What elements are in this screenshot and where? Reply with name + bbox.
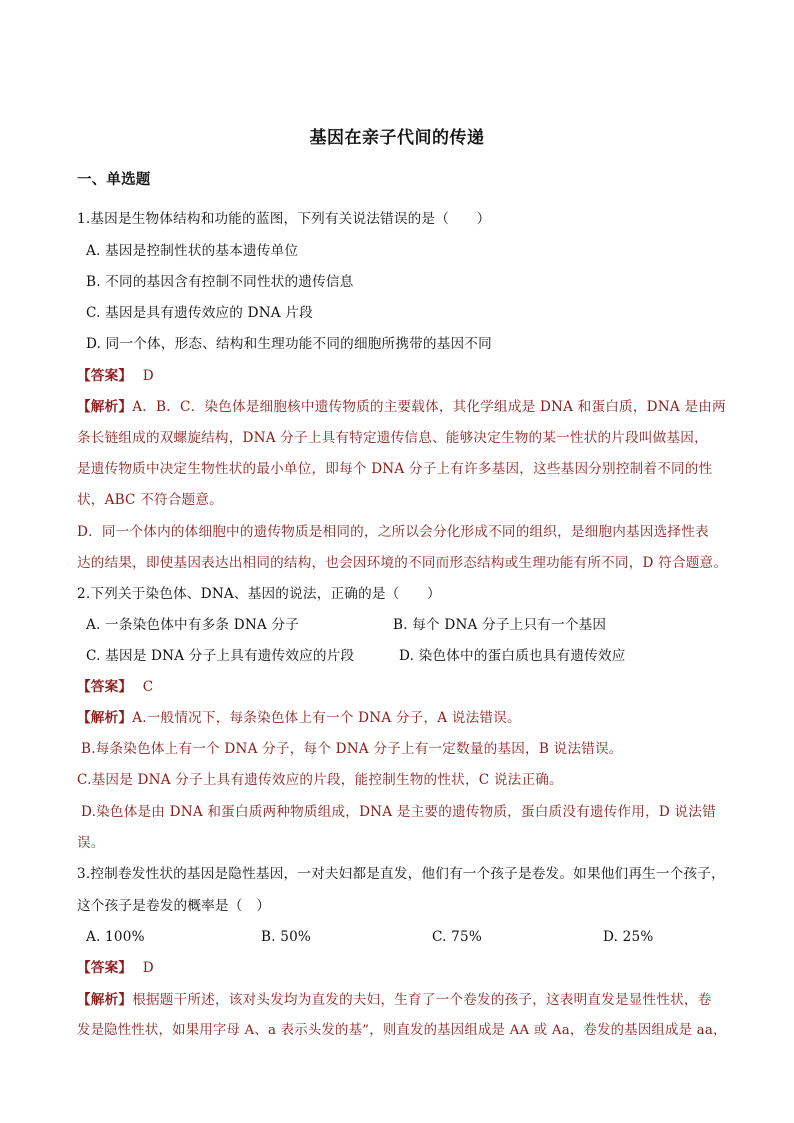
- question-3-option-c: C. 75%: [432, 929, 482, 945]
- question-2-answer: [77, 677, 153, 697]
- answer-label: 【答案】: [77, 368, 133, 384]
- question-3-option-b: B. 50%: [261, 929, 312, 945]
- question-3-option-d: D. 25%: [603, 929, 654, 945]
- question-3-stem-line: 这个孩子是卷发的概率是（ ）: [77, 898, 271, 914]
- analysis-label: 【解析】: [77, 710, 133, 726]
- question-1-option-b: B. 不同的基因含有控制不同性状的遗传信息: [86, 274, 354, 290]
- analysis-label: 【解析】: [77, 992, 133, 1008]
- question-1-analysis-line: 是遗传物质中决定生物性状的最小单位，即每个 DNA 分子上有许多基因，这些基因分别控制着不同的性: [77, 461, 713, 477]
- question-2-analysis-line: B.每条染色体上有一个 DNA 分子，每个 DNA 分子上有一定数量的基因，B 说法错误。: [81, 741, 623, 757]
- section-title: 一、单选题: [77, 172, 151, 188]
- answer-value: D: [142, 960, 154, 976]
- question-2-analysis-line: [77, 708, 521, 728]
- question-3-answer: [77, 958, 154, 978]
- question-1-analysis-line: 条长链组成的双螺旋结构，DNA 分子上具有特定遗传信息、能够决定生物的某一性状的片段叫做基因，: [77, 430, 708, 446]
- question-2-option-b: B. 每个 DNA 分子上只有一个基因: [393, 617, 607, 633]
- question-2-option-c: C. 基因是 DNA 分子上具有遗传效应的片段: [86, 648, 355, 664]
- question-1-answer: [77, 366, 154, 386]
- answer-label: 【答案】: [77, 960, 133, 976]
- analysis-label: 【解析】: [77, 399, 133, 415]
- answer-value: D: [142, 368, 154, 384]
- question-1-analysis-line: 达的结果，即使基因表达出相同的结构，也会因环境的不同而形态结构或生理功能有所不同，D 符合题意。: [77, 555, 728, 571]
- question-3-option-a: A. 100%: [86, 929, 145, 945]
- question-3-analysis-line: 发是隐性性状，如果用字母 A、a 表示头发的基”，则直发的基因组成是 AA 或 Aa，卷发的基因组成是 aa，: [77, 1023, 727, 1038]
- question-2-analysis-line: D.染色体是由 DNA 和蛋白质两种物质组成，DNA 是主要的遗传物质，蛋白质没有遗传作用，D 说法错: [81, 804, 716, 820]
- analysis-text: A．B．C．染色体是细胞核中遗传物质的主要载体，其化学组成是 DNA 和蛋白质，DNA 是由两: [132, 399, 726, 415]
- question-2-option-a: A. 一条染色体中有多条 DNA 分子: [86, 617, 300, 633]
- question-1-stem: 1.基因是生物体结构和功能的蓝图，下列有关说法错误的是（ ）: [77, 211, 491, 227]
- question-1-analysis-line: D．同一个体内的体细胞中的遗传物质是相同的，之所以会分化形成不同的组织，是细胞内基因选择性表: [77, 524, 709, 540]
- question-1-option-d: D. 同一个体，形态、结构和生理功能不同的细胞所携带的基因不同: [86, 336, 492, 352]
- question-1-analysis-line: [77, 397, 726, 417]
- analysis-text: A.一般情况下，每条染色体上有一个 DNA 分子，A 说法错误。: [132, 710, 521, 726]
- question-1-analysis-line: 状，ABC 不符合题意。: [77, 492, 223, 508]
- question-2-option-d: D. 染色体中的蛋白质也具有遗传效应: [399, 648, 626, 664]
- question-2-stem: 2.下列关于染色体、DNA、基因的说法，正确的是（ ）: [77, 586, 441, 602]
- question-1-option-a: A. 基因是控制性状的基本遗传单位: [86, 243, 299, 259]
- question-1-option-c: C. 基因是具有遗传效应的 DNA 片段: [86, 305, 313, 321]
- answer-label: 【答案】: [77, 679, 133, 695]
- question-2-analysis-line: C.基因是 DNA 分子上具有遗传效应的片段，能控制生物的性状，C 说法正确。: [77, 772, 563, 788]
- answer-value: C: [142, 679, 154, 695]
- question-3-analysis-line: [77, 990, 712, 1010]
- question-2-analysis-line: 误。: [77, 835, 105, 851]
- document-title: 基因在亲子代间的传递: [309, 128, 485, 148]
- analysis-text: 根据题干所述，该对头发均为直发的夫妇，生育了一个卷发的孩子，这表明直发是显性性状，卷: [132, 992, 712, 1008]
- question-3-stem-line: 3.控制卷发性状的基因是隐性基因，一对夫妇都是直发，他们有一个孩子是卷发。如果他们再生一个孩子，: [77, 866, 725, 882]
